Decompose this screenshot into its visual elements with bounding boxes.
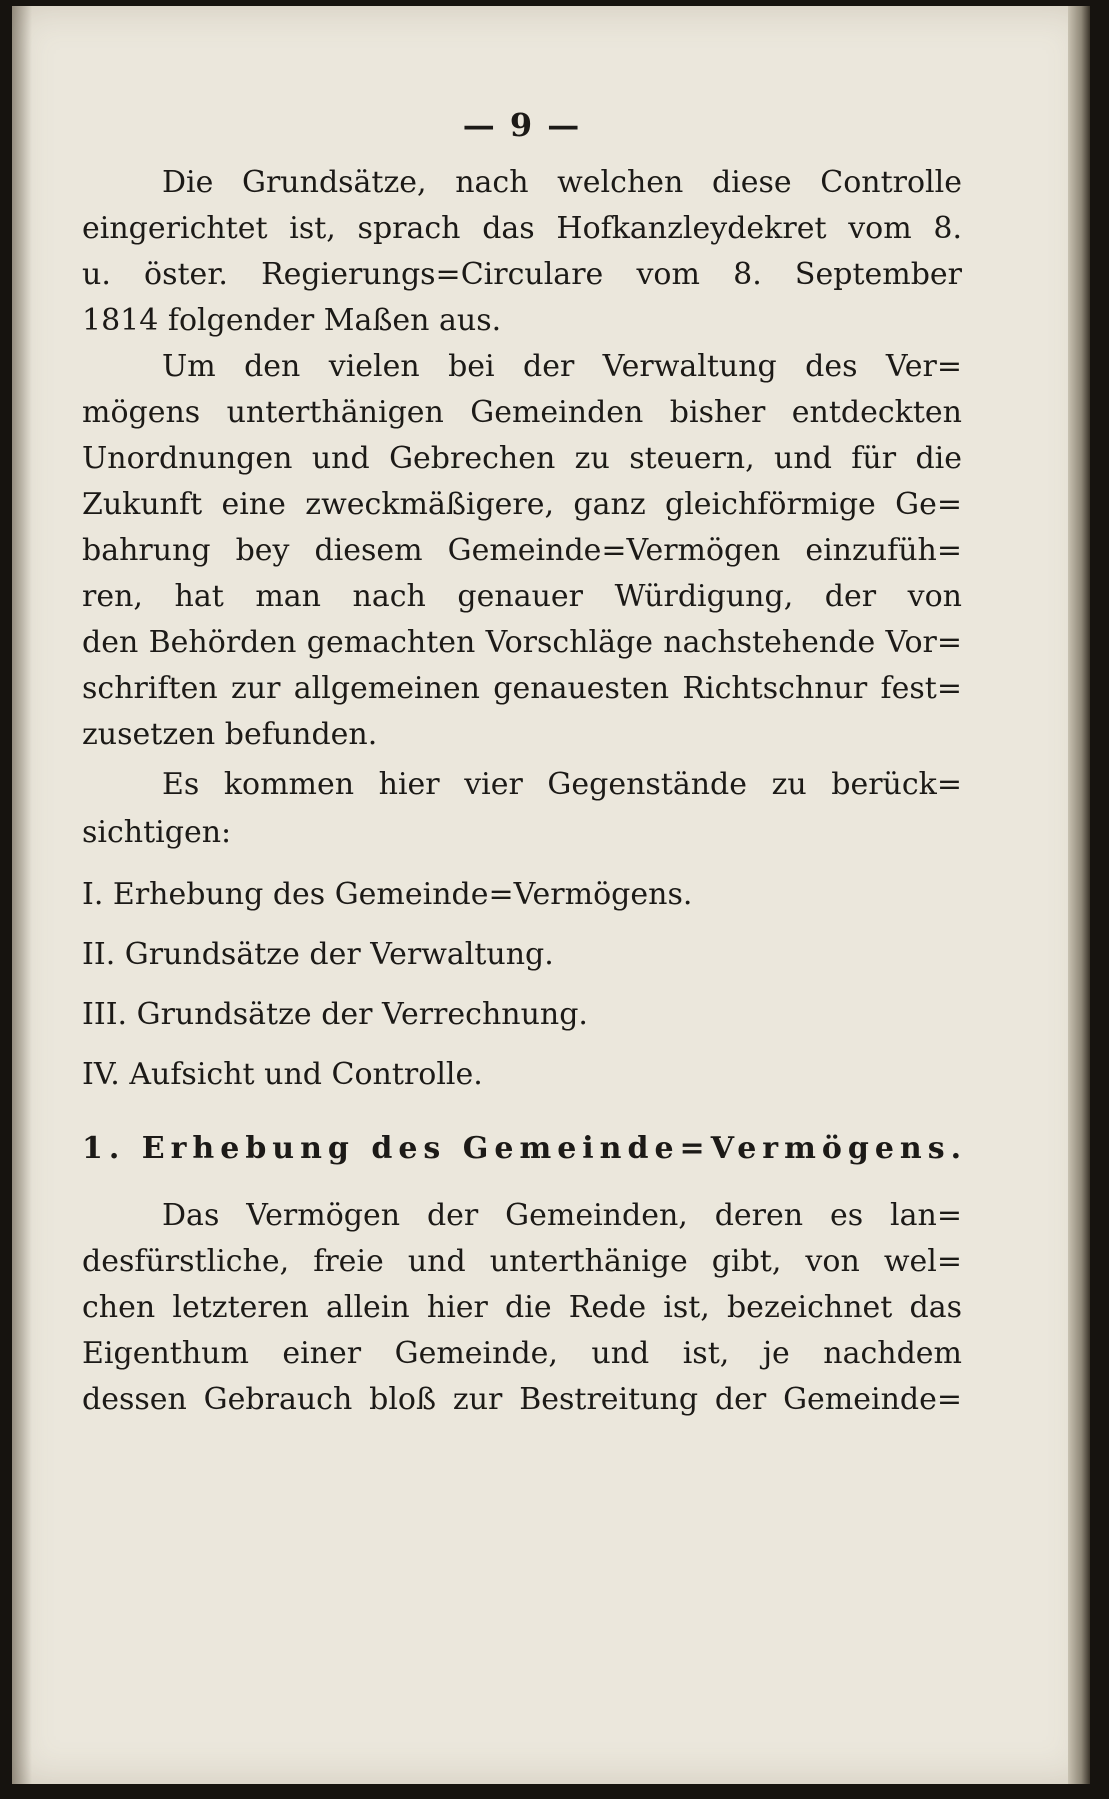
list-item: III. Grundsätze der Verrechnung. (82, 997, 588, 1032)
list-item: I. Erhebung des Gemeinde=Vermögens. (82, 877, 693, 912)
paragraph4-line: Das Vermögen der Gemeinden, deren es lan= (162, 1198, 962, 1233)
list-item: IV. Aufsicht und Controlle. (82, 1057, 483, 1092)
paragraph2-line: schriften zur allgemeinen genauesten Richtschnur fest= (82, 671, 962, 706)
paragraph2-line: bahrung bey diesem Gemeinde=Vermögen einzufüh= (82, 533, 962, 568)
paragraph4-line: chen letzteren allein hier die Rede ist, bezeichnet das (82, 1290, 962, 1325)
paragraph1-line: 1814 folgender Maßen aus. (82, 303, 502, 338)
paragraph2-line: ren, hat man nach genauer Würdigung, der von (82, 579, 962, 614)
paragraph3-line: sichtigen: (82, 815, 232, 850)
paragraph1-line: eingerichtet ist, sprach das Hofkanzleydekret vom 8. (82, 211, 962, 246)
paragraph2-line: zusetzen befunden. (82, 717, 378, 752)
paragraph4-line: Eigenthum einer Gemeinde, und ist, je nachdem (82, 1336, 962, 1371)
page-number: — 9 — (462, 106, 582, 144)
paragraph4-line: dessen Gebrauch bloß zur Bestreitung der Gemeinde= (82, 1382, 962, 1417)
paragraph2-line: Zukunft eine zweckmäßigere, ganz gleichförmige Ge= (82, 487, 962, 522)
paragraph1-line: u. öster. Regierungs=Circulare vom 8. September (82, 257, 962, 292)
paragraph2-line: Unordnungen und Gebrechen zu steuern, und für die (82, 441, 962, 476)
paragraph3-line: Es kommen hier vier Gegenstände zu berück= (162, 767, 962, 802)
paragraph2-line: den Behörden gemachten Vorschläge nachstehende Vor= (82, 625, 962, 660)
paragraph2-line: mögens unterthänigen Gemeinden bisher entdeckten (82, 395, 962, 430)
section-heading: 1. Erhebung des Gemeinde=Vermögens. (82, 1131, 968, 1166)
book-page (12, 6, 1090, 1784)
paragraph4-line: desfürstliche, freie und unterthänige gibt, von wel= (82, 1244, 962, 1279)
paragraph2-line: Um den vielen bei der Verwaltung des Ver= (162, 349, 962, 384)
list-item: II. Grundsätze der Verwaltung. (82, 937, 554, 972)
spine-shadow (12, 6, 32, 1784)
page-edge (1068, 6, 1090, 1784)
paragraph1-line: Die Grundsätze, nach welchen diese Controlle (162, 165, 962, 200)
